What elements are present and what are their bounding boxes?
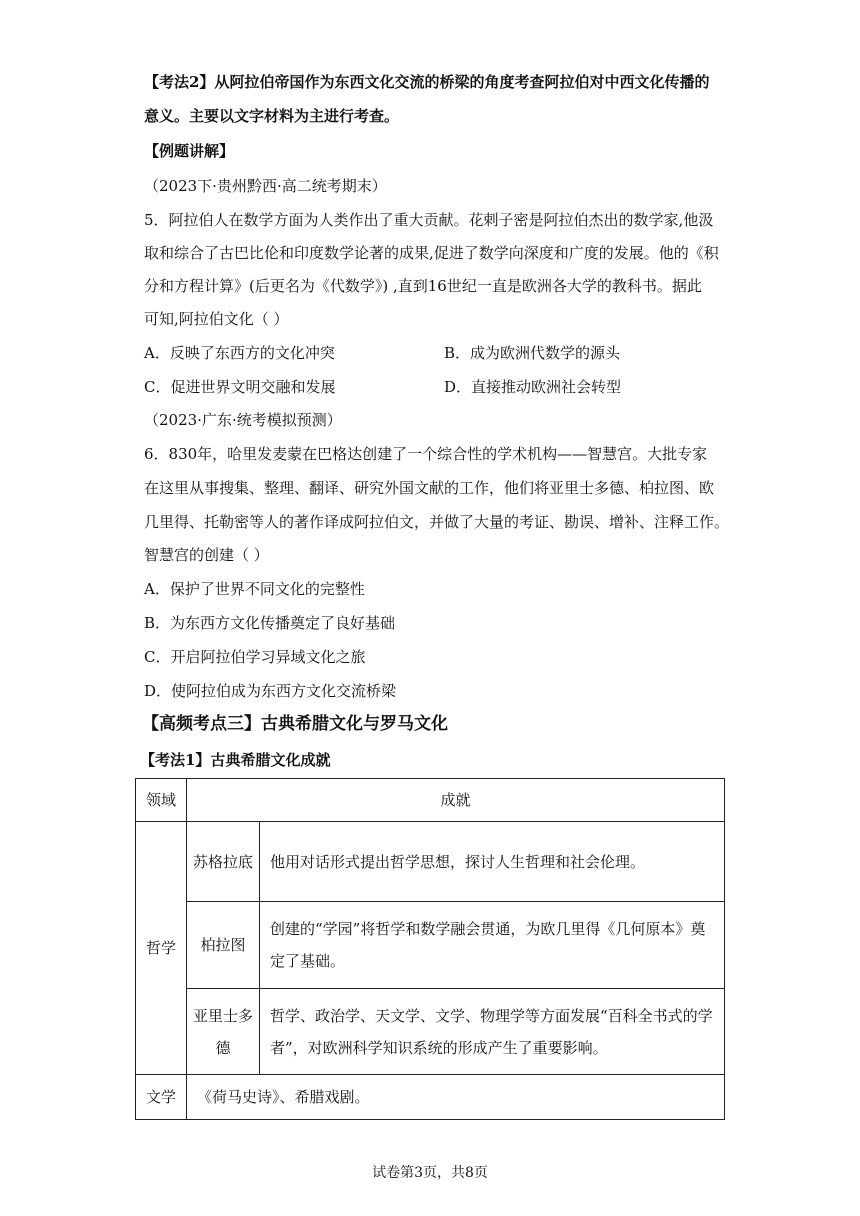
table-row-aristotle [136, 989, 725, 1075]
q5-line1: 5．阿拉伯人在数学方面为人类作出了重大贡献。花剌子密是阿拉伯杰出的数学家,他汲 [144, 211, 714, 229]
example-heading: 【例题讲解】 [144, 142, 235, 160]
socrates-name: 苏格拉底 [187, 822, 260, 902]
table-header-row [136, 779, 725, 822]
literature-desc: 《荷马史诗》、希腊戏剧。 [187, 1075, 725, 1120]
header-achievement: 成就 [187, 779, 725, 822]
table-row-literature [136, 1075, 725, 1120]
q5-line4: 可知,阿拉伯文化（ ） [144, 310, 289, 328]
socrates-desc: 他用对话形式提出哲学思想，探讨人生哲理和社会伦理。 [260, 822, 725, 902]
q6-line1: 6．830年，哈里发麦蒙在巴格达创建了一个综合性的学术机构——智慧宫。大批专家 [144, 445, 708, 463]
kaofa2-line1: 【考法2】从阿拉伯帝国作为东西文化交流的桥梁的角度考查阿拉伯对中西文化传播的 [144, 73, 710, 91]
philosophy-label: 哲学 [136, 822, 187, 1075]
q6-option-c: C．开启阿拉伯学习异域文化之旅 [144, 648, 366, 666]
kaofa2-line2: 意义。主要以文字材料为主进行考查。 [144, 107, 400, 125]
table-row-plato [136, 902, 725, 989]
q5-option-d: D．直接推动欧洲社会转型 [444, 378, 622, 396]
q6-option-a: A．保护了世界不同文化的完整性 [144, 580, 365, 598]
q5-line2: 取和综合了古巴比伦和印度数学论著的成果,促进了数学向深度和广度的发展。他的《积 [144, 244, 719, 262]
plato-desc: 创建的“学园”将哲学和数学融会贯通，为欧几里得《几何原本》奠定了基础。 [260, 902, 725, 989]
q6-line3: 几里得、托勒密等人的著作译成阿拉伯文，并做了大量的考证、勘误、增补、注释工作。 [144, 513, 730, 531]
q6-source: （2023·广东·统考模拟预测） [144, 411, 342, 429]
aristotle-desc: 哲学、政治学、天文学、文学、物理学等方面发展“百科全书式的学者”，对欧洲科学知识系统的形成产生了重要影响。 [260, 989, 725, 1075]
kaofa1-title: 【考法1】古典希腊文化成就 [140, 751, 331, 769]
achievement-table [135, 778, 725, 1120]
plato-name: 柏拉图 [187, 902, 260, 989]
aristotle-name: 亚里士多德 [187, 989, 260, 1075]
literature-label: 文学 [136, 1075, 187, 1120]
q5-option-a: A．反映了东西方的文化冲突 [144, 344, 335, 362]
q6-option-b: B．为东西方文化传播奠定了良好基础 [144, 614, 396, 632]
table-row-socrates [136, 822, 725, 902]
header-area: 领域 [136, 779, 187, 822]
q6-line2: 在这里从事搜集、整理、翻译、研究外国文献的工作，他们将亚里士多德、柏拉图、欧 [144, 479, 715, 497]
q5-source: （2023下·贵州黔西·高二统考期末） [144, 177, 387, 195]
q5-option-c: C．促进世界文明交融和发展 [144, 378, 336, 396]
q6-line4: 智慧宫的创建（ ） [144, 546, 269, 564]
page-footer: 试卷第3页，共8页 [372, 1165, 488, 1181]
q5-line3: 分和方程计算》(后更名为《代数学》) ,直到16世纪一直是欧洲各大学的教科书。据此 [144, 277, 702, 295]
q5-option-b: B．成为欧洲代数学的源头 [444, 344, 621, 362]
section3-title: 【高频考点三】古典希腊文化与罗马文化 [142, 714, 448, 734]
q6-option-d: D．使阿拉伯成为东西方文化交流桥梁 [144, 682, 397, 700]
